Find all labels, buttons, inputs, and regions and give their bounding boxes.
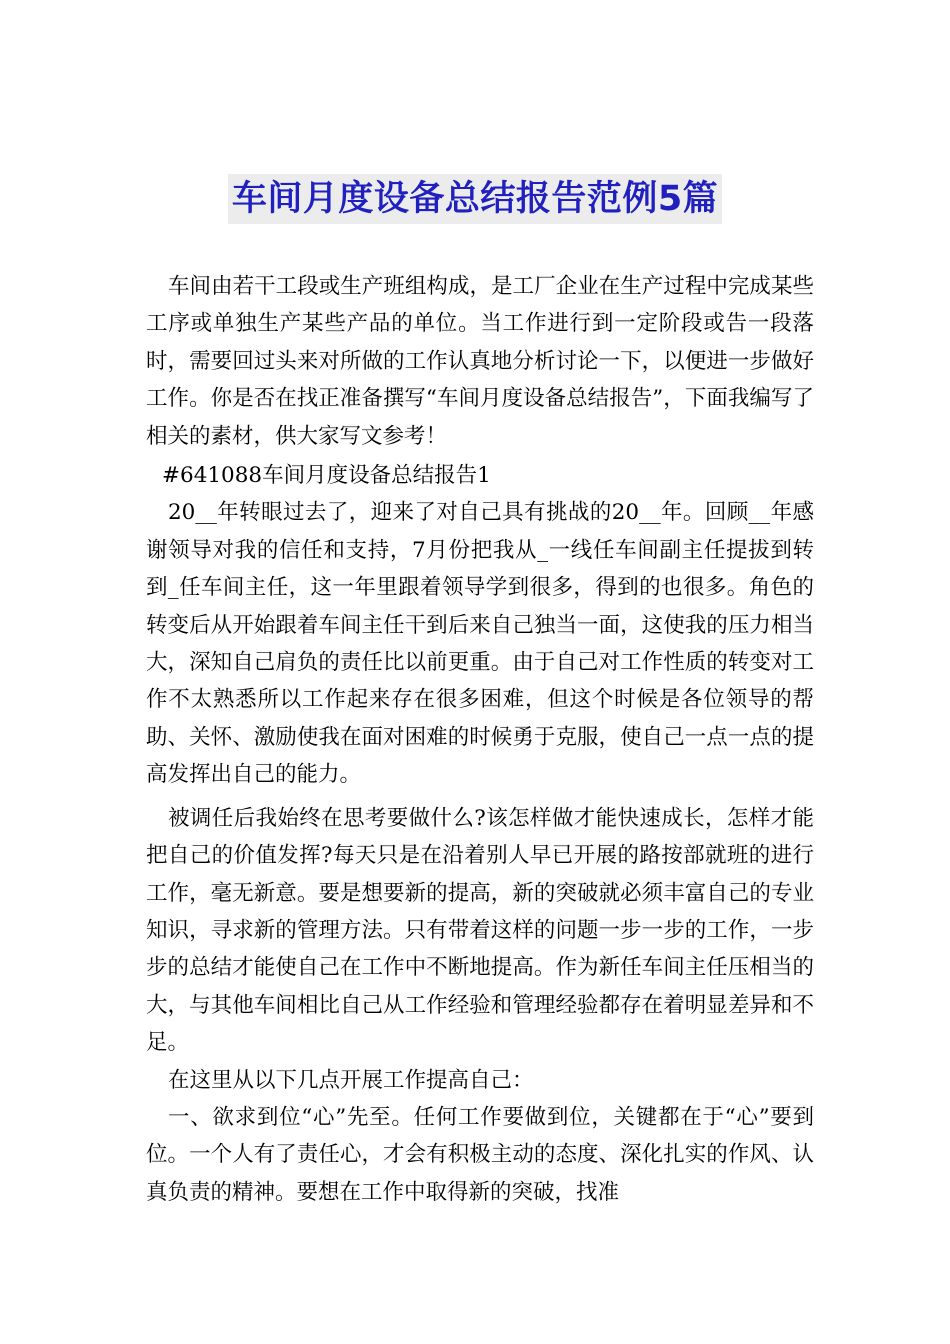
document-title: 车间月度设备总结报告范例5篇 xyxy=(228,174,722,224)
body-paragraph: 一、欲求到位“心”先至。任何工作要做到位，关键都在于“心”要到位。一个人有了责任心，才会有积极主动的态度、深化扎实的作风、认真负责的精神。要想在工作中取得新的突破，找准 xyxy=(146,1104,814,1205)
body-paragraph: 20__年转眼过去了，迎来了对自己具有挑战的20__年。回顾__年感谢领导对我的信任和支持，7月份把我从_一线任车间副主任提拔到转到_任车间主任，这一年里跟着领导学到很多，得到的也很多。角色的转变后从开始跟着车间主任干到后来自己独当一面，这使我的压力相当大，深知自己肩负的责任比以前更重。由于自己对工作性质的转变对工作不太熟悉所以工作起来存在很多困难，但这个时候是各位领导的帮助、关怀、激励使我在面对困难的时候勇于克服，使自己一点一点的提高发挥出自己的能力。 xyxy=(146,500,814,788)
title-container xyxy=(0,174,950,224)
intro-paragraph: 车间由若干工段或生产班组构成，是工厂企业在生产过程中完成某些工序或单独生产某些产品的单位。当工作进行到一定阶段或告一段落时，需要回过头来对所做的工作认真地分析讨论一下，以便进一步做好工作。你是否在找正准备撰写“车间月度设备总结报告”，下面我编写了相关的素材，供大家写文参考！ xyxy=(146,274,814,449)
body-paragraph: 在这里从以下几点开展工作提高自己： xyxy=(168,1067,534,1093)
document-body xyxy=(146,268,814,1211)
body-paragraph: 被调任后我始终在思考要做什么?该怎样做才能快速成长，怎样才能把自己的价值发挥?每天只是在沿着别人早已开展的路按部就班的进行工作，毫无新意。要是想要新的提高，新的突破就必须丰富自己的专业知识，寻求新的管理方法。只有带着这样的问题一步一步的工作，一步步的总结才能使自己在工作中不断地提高。作为新任车间主任压相当的大，与其他车间相比自己从工作经验和管理经验都存在着明显差异和不足。 xyxy=(146,805,814,1056)
section-heading: #641088车间月度设备总结报告1 xyxy=(162,463,491,489)
